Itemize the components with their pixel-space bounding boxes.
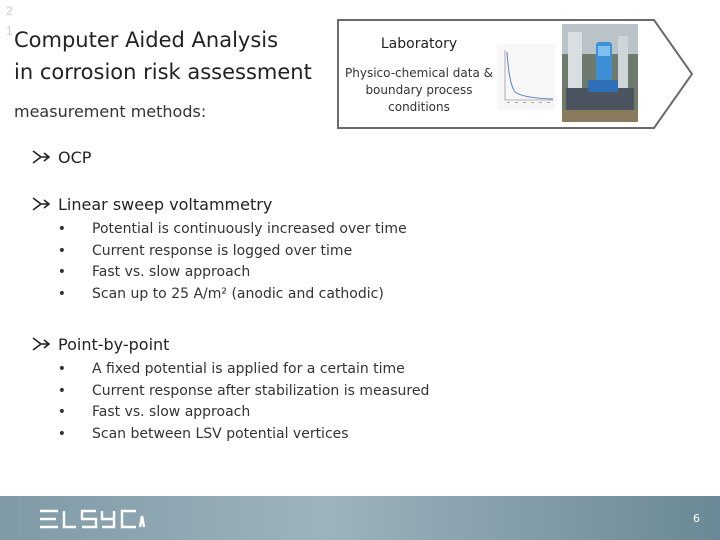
bullet-icon: • <box>57 264 66 280</box>
bullet-icon: • <box>57 425 66 442</box>
list-item: • Potential is continuously increased over time <box>32 219 407 241</box>
lab-equipment-photo <box>562 24 638 122</box>
bullet-icon: • <box>57 361 66 377</box>
list-item: • Fast vs. slow approach <box>32 262 407 284</box>
section-heading: Point-by-point <box>58 334 170 354</box>
slide-title <box>14 24 312 88</box>
bullet-icon: • <box>57 242 66 259</box>
laboratory-callout <box>336 18 694 130</box>
arrow-bullet-icon <box>32 197 50 211</box>
subtitle: measurement methods: <box>14 102 207 121</box>
arrow-bullet-icon <box>32 150 50 164</box>
corner-number-top: 2 <box>6 4 13 18</box>
bullet-icon: • <box>57 221 66 237</box>
list-item: • Scan up to 25 A/m² (anodic and cathodic) <box>32 284 407 306</box>
elsyca-logo <box>38 508 146 530</box>
bullet-icon: • <box>57 285 66 302</box>
laboratory-description: Physico-chemical data & boundary process conditions <box>345 66 493 114</box>
corner-number-bottom: 1 <box>6 24 13 38</box>
page-number: 6 <box>693 512 700 525</box>
list-item: • A fixed potential is applied for a certain time <box>32 359 429 381</box>
bullet-icon: • <box>57 404 66 420</box>
bullet-icon: • <box>57 382 66 399</box>
title-line-2: in corrosion risk assessment <box>14 60 312 84</box>
arrow-bullet-icon <box>32 337 50 351</box>
list-item: • Current response is logged over time <box>32 241 407 263</box>
section-heading: OCP <box>58 147 92 167</box>
section-linear-sweep-voltammetry <box>32 193 407 305</box>
list-item: • Fast vs. slow approach <box>32 402 429 424</box>
lsv-list <box>32 219 407 305</box>
pbp-list <box>32 359 429 445</box>
footer-bar <box>0 496 720 540</box>
list-item: • Current response after stabilization is measured <box>32 381 429 403</box>
section-heading: Linear sweep voltammetry <box>58 194 273 214</box>
list-item: • Scan between LSV potential vertices <box>32 424 429 446</box>
section-ocp <box>32 146 91 168</box>
laboratory-title: Laboratory <box>380 36 458 52</box>
title-line-1: Computer Aided Analysis <box>14 28 279 52</box>
lab-chart-image <box>497 44 555 110</box>
section-point-by-point <box>32 333 429 445</box>
